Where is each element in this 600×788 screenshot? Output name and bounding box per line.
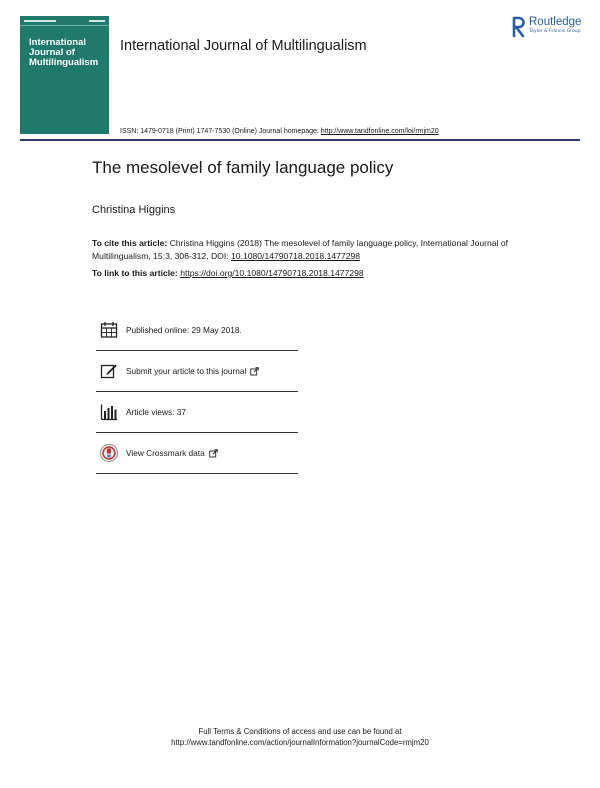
article-meta-list — [96, 310, 298, 474]
article-url-link[interactable]: https://doi.org/10.1080/14790718.2018.1477298 — [180, 268, 364, 278]
article-title: The mesolevel of family language policy — [92, 158, 394, 177]
routledge-logo-icon — [512, 16, 526, 38]
crossmark-icon — [98, 442, 120, 464]
link-block — [92, 268, 364, 278]
meta-row-crossmark[interactable] — [96, 433, 298, 474]
publisher-tagline: Taylor & Francis Group — [529, 29, 581, 34]
cover-title — [29, 38, 105, 68]
meta-row-views — [96, 392, 298, 433]
cover-title-line: International — [29, 37, 87, 48]
citation-block — [92, 237, 522, 262]
crossmark-link[interactable]: View Crossmark data — [126, 448, 205, 458]
footer-terms-text: Full Terms & Conditions of access and use can be found at — [198, 727, 402, 736]
article-author[interactable]: Christina Higgins — [92, 204, 176, 216]
external-link-icon — [209, 449, 218, 458]
journal-homepage-link[interactable]: http://www.tandfonline.com/loi/rmjm20 — [320, 128, 439, 135]
meta-row-published — [96, 310, 298, 351]
published-date: Published online: 29 May 2018. — [126, 325, 242, 335]
footer — [0, 726, 600, 748]
calendar-icon — [98, 319, 120, 341]
footer-journal-info-link[interactable]: http://www.tandfonline.com/action/journalInformation?journalCode=rmjm20 — [171, 738, 429, 747]
bar-chart-icon — [98, 401, 120, 423]
issn-line — [120, 128, 439, 135]
publisher-logo[interactable] — [512, 16, 581, 40]
doi-link[interactable]: 10.1080/14790718.2018.1477298 — [231, 250, 361, 261]
cover-top-strip — [20, 16, 109, 26]
cite-text: Christina Higgins (2018) The mesolevel of family language policy, International Journal of Multilingualism, 15:3, 306-312, DOI: — [92, 238, 509, 261]
journal-name[interactable]: International Journal of Multilingualism — [120, 38, 367, 54]
header-rule — [20, 139, 580, 141]
meta-row-submit[interactable] — [96, 351, 298, 392]
external-link-icon — [250, 367, 259, 376]
edit-icon — [98, 360, 120, 382]
link-label: To link to this article: — [92, 268, 178, 278]
cover-title-line: Journal of — [29, 47, 75, 58]
journal-cover-image — [20, 16, 109, 134]
publisher-name: Routledge — [529, 16, 582, 28]
article-views: Article views: 37 — [126, 407, 186, 417]
submit-article-link[interactable]: Submit your article to this journal — [126, 366, 247, 376]
issn-text: ISSN: 1479-0718 (Print) 1747-7530 (Online) Journal homepage: — [120, 128, 319, 135]
cover-title-line: Multilingualism — [29, 57, 99, 68]
cite-label: To cite this article: — [92, 238, 168, 248]
